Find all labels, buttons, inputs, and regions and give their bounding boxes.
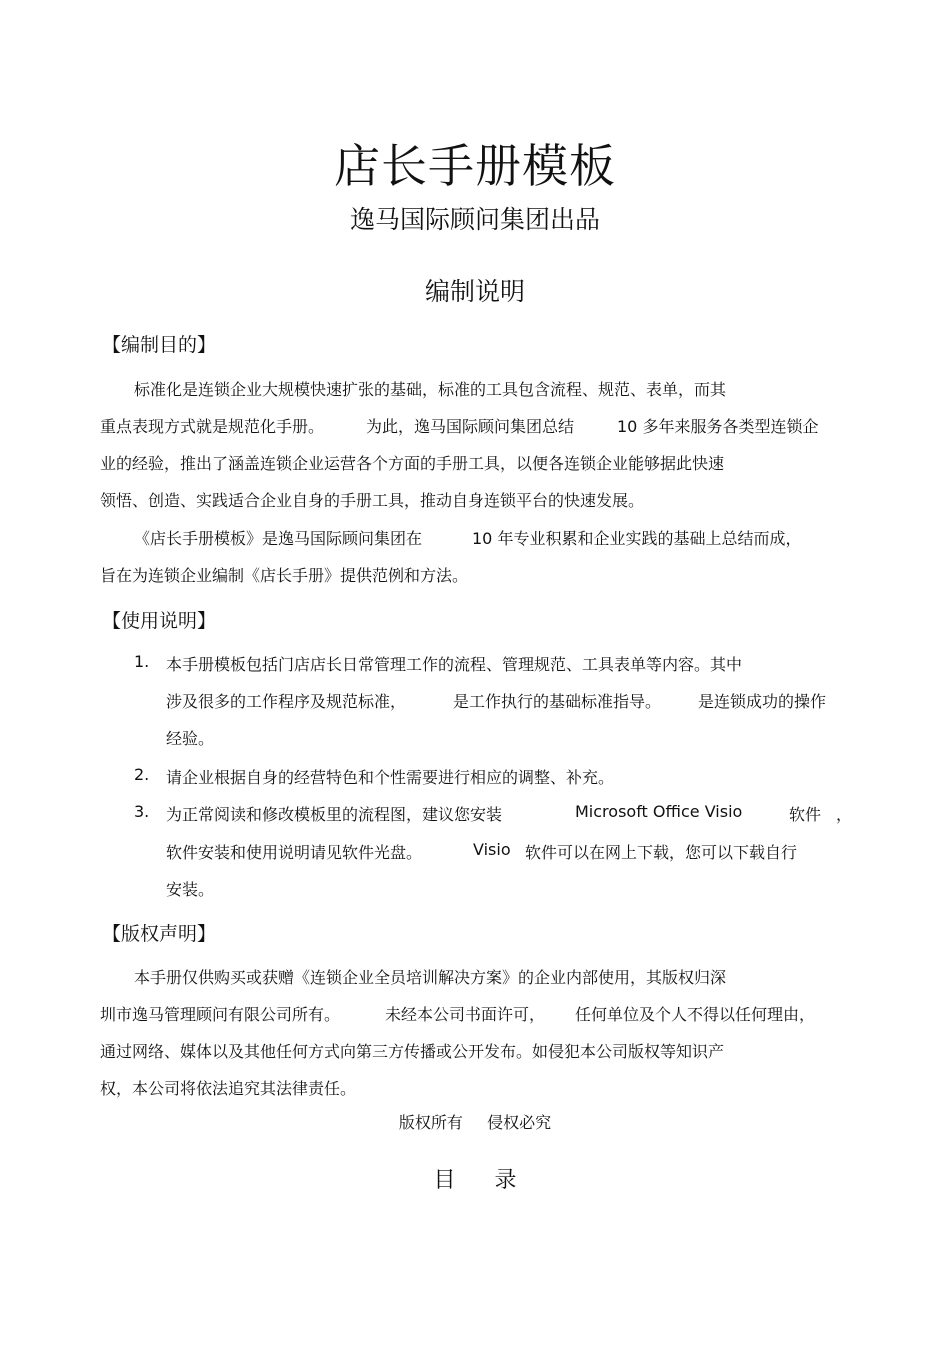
section-heading: 编制说明 [424,277,525,306]
paragraph-line: 重点表现方式就是规范化手册。 [100,417,325,436]
list-line: 请企业根据自身的经营特色和个性需要进行相应的调整、补充。 [166,768,615,787]
paragraph-line: 圳市逸马管理顾问有限公司所有。 [100,1005,341,1024]
copyright-footer [0,1110,950,1133]
copyright-footer-b: 侵权必究 [487,1113,552,1132]
paragraph-line: 领悟、创造、实践适合企业自身的手册工具，推动自身连锁平台的快速发展。 [100,491,645,510]
paragraph-line: 标准化是连锁企业大规模快速扩张的基础，标准的工具包含流程、规范、表单，而其 [134,380,727,399]
paragraph-line: 《店长手册模板》是逸马国际顾问集团在 [134,529,423,548]
toc-char-a: 目 [433,1168,456,1193]
list-line: 为正常阅读和修改模板里的流程图，建议您安装 [166,805,503,824]
list-line: Visio [473,840,511,859]
page-subtitle: 逸马国际顾问集团出品 [349,205,600,234]
list-line: 软件可以在网上下载，您可以下载自行 [525,843,798,862]
paragraph-line: 为此，逸马国际顾问集团总结 [366,417,575,436]
usage-header: 【使用说明】 [102,610,217,632]
list-line: 经验。 [166,729,215,748]
list-line: ， [836,805,853,824]
page-title: 店长手册模板 [334,139,616,193]
list-line: 涉及很多的工作程序及规范标准， [166,692,407,711]
list-number: 3. [134,802,150,821]
list-line: 软件安装和使用说明请见软件光盘。 [166,843,423,862]
list-line: 是工作执行的基础标准指导。 [453,692,662,711]
toc-char-b: 录 [494,1168,517,1193]
paragraph-line: 未经本公司书面许可， [385,1005,546,1024]
paragraph-line: 权，本公司将依法追究其法律责任。 [100,1079,357,1098]
list-number: 1. [134,652,150,671]
purpose-header: 【编制目的】 [102,334,217,356]
list-number: 2. [134,765,150,784]
paragraph-line: 通过网络、媒体以及其他任何方式向第三方传播或公开发布。如侵犯本公司版权等知识产 [100,1042,725,1061]
list-line: 软件 [789,805,822,824]
paragraph-line: 10 多年来服务各类型连锁企 [617,417,819,436]
copyright-header: 【版权声明】 [102,923,217,945]
paragraph-line: 任何单位及个人不得以任何理由， [575,1005,816,1024]
list-line: 是连锁成功的操作 [698,692,827,711]
copyright-footer-a: 版权所有 [398,1113,463,1132]
list-line: 安装。 [166,880,215,899]
paragraph-line: 旨在为连锁企业编制《店长手册》提供范例和方法。 [100,566,469,585]
list-line: 本手册模板包括门店店长日常管理工作的流程、管理规范、工具表单等内容。其中 [166,655,743,674]
list-line: Microsoft Office Visio [575,802,743,821]
paragraph-line: 10 年专业积累和企业实践的基础上总结而成， [472,529,802,548]
paragraph-line: 本手册仅供购买或获赠《连锁企业全员培训解决方案》的企业内部使用，其版权归深 [134,968,727,987]
paragraph-line: 业的经验，推出了涵盖连锁企业运营各个方面的手册工具，以便各连锁企业能够据此快速 [100,454,725,473]
toc-heading [0,1163,950,1194]
